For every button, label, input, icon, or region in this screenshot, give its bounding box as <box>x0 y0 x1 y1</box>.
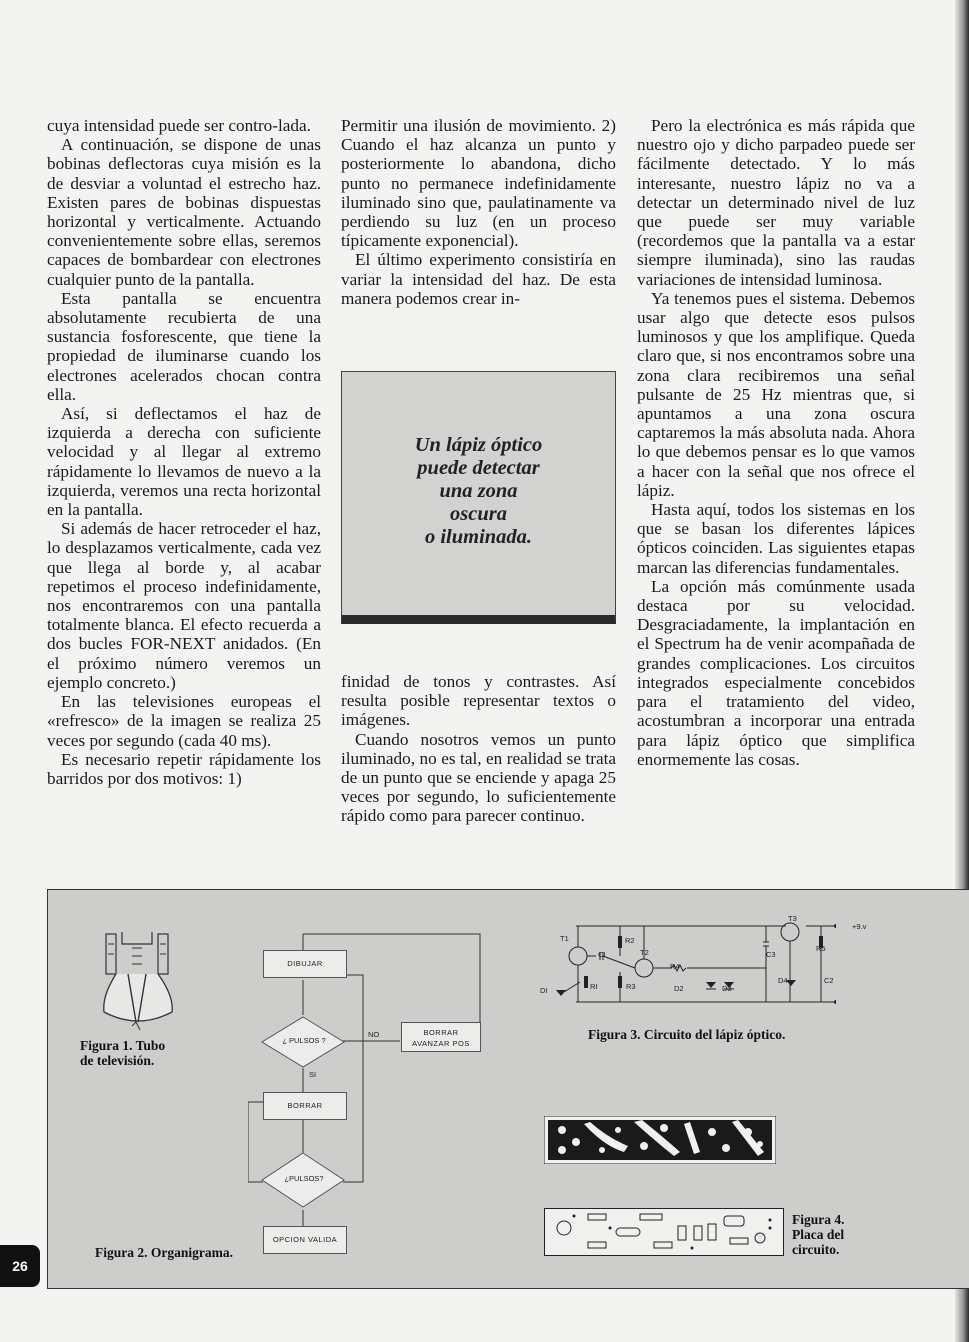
flow-no-label: NO <box>368 1030 380 1039</box>
pull-quote-line: una zona <box>439 480 518 502</box>
figure-3-caption: Figura 3. Circuito del lápiz óptico. <box>588 1027 786 1042</box>
pcb-copper-layout <box>544 1116 776 1164</box>
circuit-label-d1: DI <box>540 986 548 995</box>
text-column-2-bottom <box>341 672 616 826</box>
page-number-tab: 26 <box>0 1245 40 1287</box>
tv-tube-illustration <box>98 1230 99 1231</box>
circuit-label-r5: R5 <box>816 944 826 953</box>
circuit-label-c1: CI <box>598 950 606 959</box>
tv-tube-illustration <box>98 926 193 1036</box>
flow-pulsos-2-label: ¿PULSOS? <box>284 1174 324 1183</box>
paragraph: Permitir una ilusión de movimiento. 2) Cuando el haz alcanza un punto y posteriormente lo abandona, dicho punto no permanece indefinidamente iluminado sino que, paulatinamente va perdiendo su luz (en un proceso típicamente exponencial). <box>341 116 616 251</box>
pcb-component-layout <box>544 1208 784 1256</box>
circuit-label-d2: D2 <box>674 984 684 993</box>
circuit-label-d4: D4 <box>778 976 788 985</box>
figure-4-caption <box>792 1212 845 1257</box>
text-column-3 <box>637 116 915 769</box>
pull-quote-line: Un lápiz óptico <box>414 434 543 456</box>
circuit-label-r1: RI <box>590 982 598 991</box>
figure-2-caption: Figura 2. Organigrama. <box>95 1245 233 1260</box>
figures-panel <box>47 889 969 1289</box>
text-column-2-top <box>341 116 616 308</box>
paragraph: El último experimento consistiría en variar la intensidad del haz. De esta manera podemos crear in- <box>341 250 616 308</box>
paragraph: finidad de tonos y contrastes. Así resulta posible representar textos o imágenes. <box>341 672 616 730</box>
pull-quote-line: puede detectar <box>417 457 540 479</box>
flow-box-opcion-valida: OPCION VALIDA <box>263 1226 347 1254</box>
figure-1-caption <box>80 1038 165 1068</box>
circuit-label-c3: C3 <box>766 950 776 959</box>
text-column-1 <box>47 116 321 788</box>
circuit-label-vcc: +9.v <box>852 922 867 931</box>
flow-pulsos-1-label: ¿ PULSOS ? <box>282 1036 326 1045</box>
paragraph: La opción más comúnmente usada destaca por su velocidad. Desgraciadamente, la implantación en el Spectrum ha de venir acompañada de grandes complicaciones. Los circuitos integrados especialmente concebidos para el tratamiento del video, acostumbran a incorporar una entrada para lápiz óptico que simplifica enormemente las cosas. <box>637 576 915 769</box>
circuit-label-r4: R4 <box>670 962 680 971</box>
flow-box-borrar: BORRAR <box>263 1092 347 1120</box>
paragraph: Esta pantalla se encuentra absolutamente recubierta de una sustancia fosforescente, que tiene la propiedad de iluminarse cuando los electrones acelerados chocan contra ella. <box>47 288 321 404</box>
circuit-label-r3: R3 <box>626 982 636 991</box>
paragraph: Cuando nosotros vemos un punto iluminado, no es tal, en realidad se trata de un punto que se enciende y apaga 25 veces por segundo, lo suficientemente rápido como para parecer continuo. <box>341 729 616 826</box>
flow-line: AVANZAR POS <box>412 1039 470 1048</box>
flow-si-label: SI <box>309 1070 317 1079</box>
caption-line: de televisión. <box>80 1053 155 1068</box>
caption-line: Figura 4. <box>792 1212 845 1227</box>
pull-quote <box>342 434 615 549</box>
paragraph: Así, si deflectamos el haz de izquierda a derecha con suficiente velocidad y al llegar al extremo rápidamente lo llevamos de nuevo a la izquierda, veremos una recta horizontal en la pantalla. <box>47 404 321 520</box>
flow-box-dibujar: DIBUJAR <box>263 950 347 978</box>
circuit-label-t1: T1 <box>560 934 569 943</box>
paragraph: En las televisiones europeas el «refresco» de la imagen se realiza 25 veces por segundo (cada 40 ms). <box>47 692 321 750</box>
pull-quote-line: o iluminada. <box>424 526 533 548</box>
circuit-label-d3: D3 <box>722 984 732 993</box>
paragraph: Pero la electrónica es más rápida que nuestro ojo y dicho parpadeo puede ser fácilmente detectado. Y lo más interesante, nuestro lápiz no va a detectar un determinado nivel de luz que puede ser muy variable (recordemos que la pantalla va a estar siempre iluminada), sino las raudas variaciones de intensidad luminosa. <box>637 116 915 289</box>
circuit-label-c2: C2 <box>824 976 834 985</box>
pull-quote-line: oscura <box>450 503 507 525</box>
paragraph: A continuación, se dispone de unas bobinas deflectoras cuya misión es la de desviar a voluntad el estrecho haz. Existen pares de bobinas dispuestas horizontal y verticalmente. Actuando convenientemente sobre ellas, seremos capaces de bombardear con electrones cualquier punto de la pantalla. <box>47 135 321 289</box>
circuit-schematic <box>536 912 836 1010</box>
paragraph: Hasta aquí, todos los sistemas en los que se basan los diferentes lápices ópticos coinciden. Las siguientes etapas marcan las diferencias fundamentales. <box>637 500 915 577</box>
pull-quote-box <box>341 371 616 624</box>
paragraph: Ya tenemos pues el sistema. Debemos usar algo que detecte esos pulsos luminosos y que los amplifique. Queda claro que, si nos encontramos sobre una zona clara recibiremos una señal pulsante de 25 Hz mientras que, si apuntamos a una zona oscura captaremos la más absoluta nada. Ahora lo que debemos pensar es lo que vamos a hacer con la señal que nos ofrece el lápiz. <box>637 288 915 500</box>
paragraph: cuya intensidad puede ser contro-lada. <box>47 116 311 135</box>
circuit-label-t3: T3 <box>788 914 797 923</box>
caption-line: Placa del <box>792 1227 845 1242</box>
caption-line: Figura 1. Tubo <box>80 1038 166 1053</box>
circuit-label-t2: T2 <box>640 948 649 957</box>
paragraph: Es necesario repetir rápidamente los barridos por dos motivos: 1) <box>47 749 321 788</box>
caption-line: circuito. <box>792 1242 840 1257</box>
flow-line: BORRAR <box>423 1028 459 1037</box>
flow-box-borrar-avanzar <box>401 1022 481 1052</box>
paragraph: Si además de hacer retroceder el haz, lo desplazamos verticalmente, cada vez que llega al borde y, al acabar repetimos el proceso indefinidamente, nos encontraremos con una pantalla totalmente blanca. El efecto recuerda a dos bucles FOR-NEXT anidados. (En el próximo número veremos un ejemplo concreto.) <box>47 519 321 692</box>
circuit-label-r2: R2 <box>625 936 635 945</box>
